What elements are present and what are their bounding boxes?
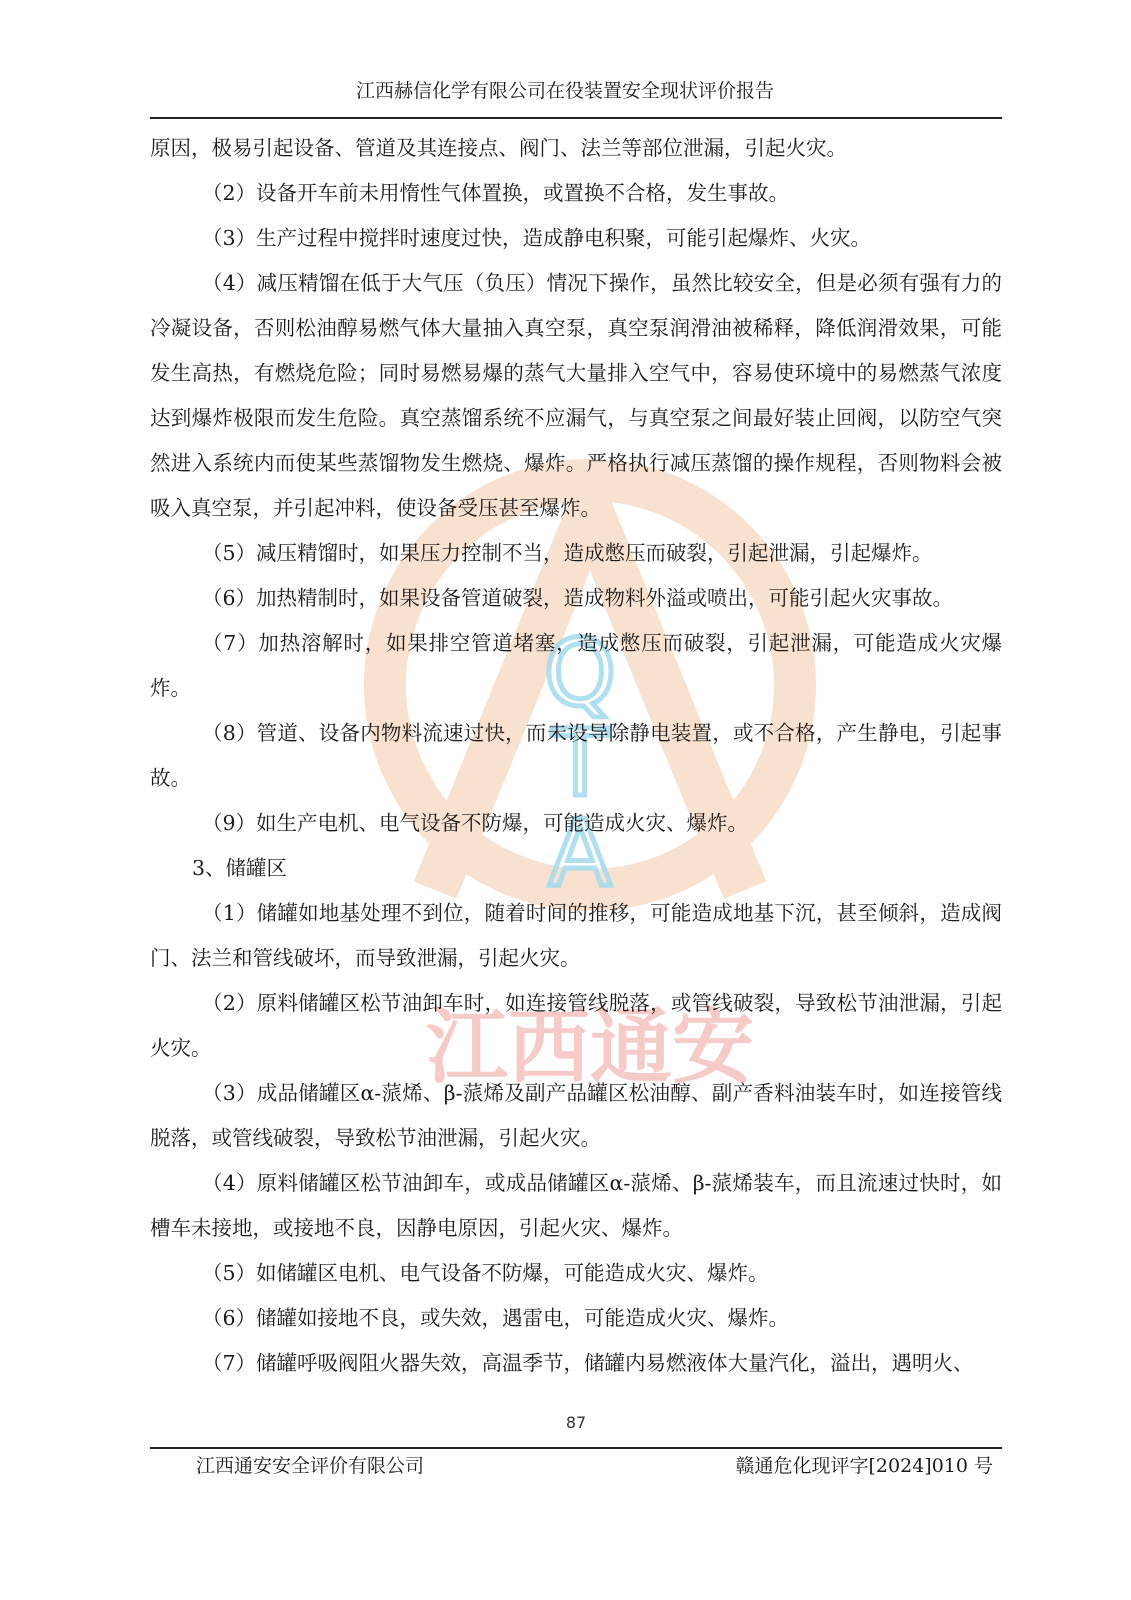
footer-divider [150, 1447, 1002, 1449]
body-paragraph: （2）原料储罐区松节油卸车时，如连接管线脱落，或管线破裂，导致松节油泄漏，引起火灾。 [150, 991, 1002, 1060]
body-paragraph: （9）如生产电机、电气设备不防爆，可能造成火灾、爆炸。 [202, 811, 749, 835]
body-paragraph: （1）储罐如地基处理不到位，随着时间的推移，可能造成地基下沉，甚至倾斜，造成阀门、法兰和管线破坏，而导致泄漏，引起火灾。 [150, 901, 1002, 970]
header-divider [150, 117, 1002, 119]
body-paragraph: （3）成品储罐区α-蒎烯、β-蒎烯及副产品罐区松油醇、副产香料油装车时，如连接管线脱落，或管线破裂，导致松节油泄漏，引起火灾。 [150, 1081, 1002, 1150]
watermark-company-text: 江西通安 [425, 1000, 755, 1095]
body-paragraph: （4）减压精馏在低于大气压（负压）情况下操作，虽然比较安全，但是必须有强有力的冷凝设备，否则松油醇易燃气体大量抽入真空泵，真空泵润滑油被稀释，降低润滑效果，可能发生高热，有燃烧危险；同时易燃易爆的蒸气大量排入空气中，容易使环境中的易燃蒸气浓度达到爆炸极限而发生危险。真空蒸馏系统不应漏气，与真空泵之间最好装止回阀，以防空气突然进入系统内而使某些蒸馏物发生燃烧、爆炸。严格执行减压蒸馏的操作规程，否则物料会被吸入真空泵，并引起冲料，使设备受压甚至爆炸。 [150, 271, 1002, 520]
page-number: 87 [565, 1413, 587, 1432]
footer-report-number: 赣通危化现评字[2024]010 号 [735, 1455, 993, 1477]
footer-company: 江西通安安全评价有限公司 [196, 1455, 425, 1477]
body-paragraph: （2）设备开车前未用惰性气体置换，或置换不合格，发生事故。 [202, 181, 790, 205]
body-paragraph: （5）如储罐区电机、电气设备不防爆，可能造成火灾、爆炸。 [202, 1261, 769, 1285]
body-paragraph: （5）减压精馏时，如果压力控制不当，造成憋压而破裂，引起泄漏，引起爆炸。 [202, 541, 933, 565]
report-body [150, 126, 1002, 1386]
watermark-letter-q: Q [543, 620, 617, 727]
section-heading: 3、储罐区 [192, 856, 288, 880]
body-paragraph: （3）生产过程中搅拌时速度过快，造成静电积聚，可能引起爆炸、火灾。 [202, 226, 872, 250]
body-paragraph: （7）储罐呼吸阀阻火器失效，高温季节，储罐内易燃液体大量汽化，溢出，遇明火、 [202, 1351, 974, 1375]
body-paragraph: （7）加热溶解时，如果排空管道堵塞，造成憋压而破裂，引起泄漏，可能造成火灾爆炸。 [150, 631, 1002, 700]
body-paragraph: （8）管道、设备内物料流速过快，而未设导除静电装置，或不合格，产生静电，引起事故。 [150, 721, 1002, 790]
watermark-letter-a: A [548, 800, 612, 907]
header-title: 江西赫信化学有限公司在役装置安全现状评价报告 [355, 80, 774, 102]
body-paragraph: （6）加热精制时，如果设备管道破裂，造成物料外溢或喷出，可能引起火灾事故。 [202, 586, 954, 610]
body-paragraph: （4）原料储罐区松节油卸车，或成品储罐区α-蒎烯、β-蒎烯装车，而且流速过快时，如槽车未接地，或接地不良，因静电原因，引起火灾、爆炸。 [150, 1171, 1002, 1240]
watermark-letter-t: T [551, 710, 609, 817]
body-paragraph: （6）储罐如接地不良，或失效，遇雷电，可能造成火灾、爆炸。 [202, 1306, 790, 1330]
body-paragraph: 原因，极易引起设备、管道及其连接点、阀门、法兰等部位泄漏，引起火灾。 [150, 136, 847, 160]
